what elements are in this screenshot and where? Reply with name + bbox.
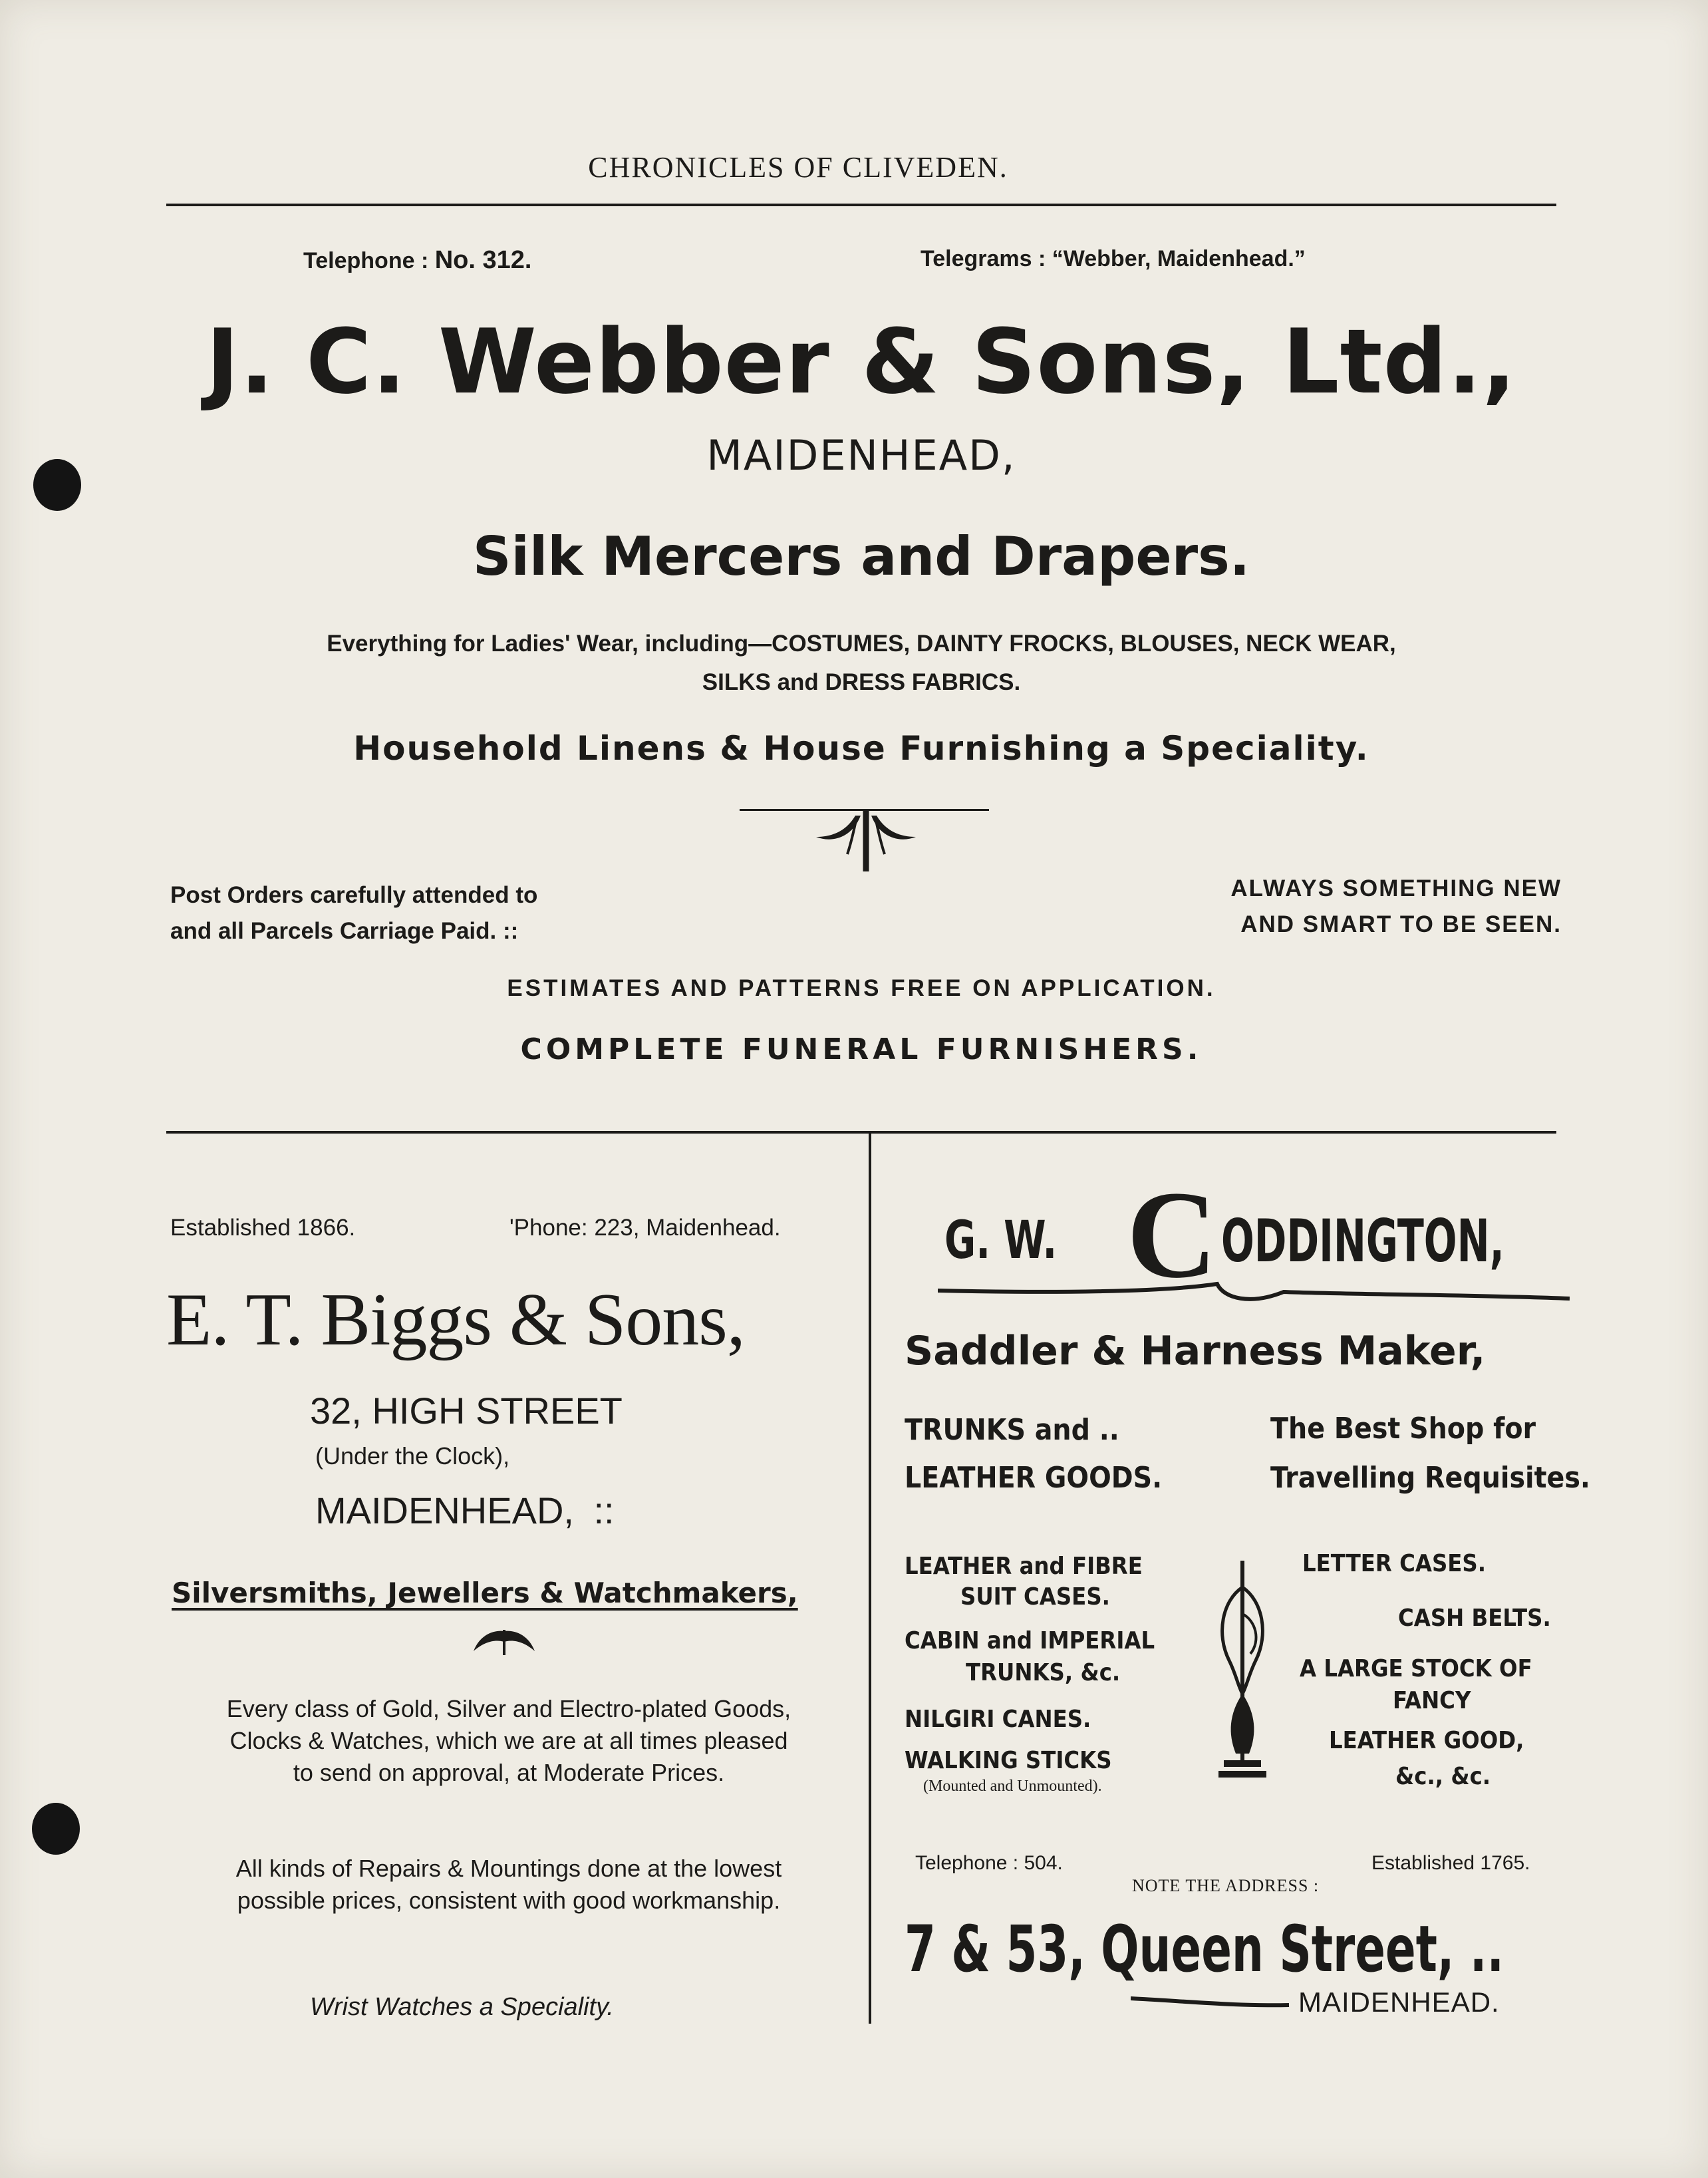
biggs-phone: 'Phone: 223, Maidenhead. (509, 1215, 781, 1241)
webber-telephone: Telephone : No. 312. (303, 246, 532, 274)
webber-post-line1: Post Orders carefully attended to (170, 882, 538, 908)
leaf-ornament-icon (471, 1627, 537, 1658)
biggs-established: Established 1866. (170, 1215, 356, 1241)
coddington-best-line1: The Best Shop for (1270, 1412, 1536, 1446)
biggs-repairs-line2: possible prices, consistent with good workmanship. (237, 1887, 781, 1914)
vase-ornament-icon (1209, 1561, 1276, 1787)
biggs-goods-line3: to send on approval, at Moderate Prices. (293, 1759, 725, 1786)
swash-underline-icon (938, 1279, 1570, 1312)
coddington-established: Established 1765. (1371, 1852, 1530, 1874)
webber-telegrams: Telegrams : “Webber, Maidenhead.” (921, 246, 1306, 271)
punch-hole-top (33, 459, 81, 511)
webber-post-line2: and all Parcels Carriage Paid. :: (170, 918, 519, 944)
biggs-company-name: E. T. Biggs & Sons, (166, 1279, 745, 1361)
coddington-large-stock-line1: A LARGE STOCK OF (1300, 1655, 1532, 1682)
coddington-note-mounted: (Mounted and Unmounted). (923, 1778, 1102, 1795)
coddington-item-walking-sticks: WALKING STICKS (905, 1747, 1112, 1774)
coddington-item-suitcases: SUIT CASES. (960, 1583, 1110, 1611)
webber-wear-line2: SILKS and DRESS FABRICS. (702, 669, 1021, 695)
webber-household: Household Linens & House Furnishing a Speciality. (353, 729, 1369, 768)
column-rule (869, 1132, 871, 2024)
coddington-town: MAIDENHEAD. (1298, 1986, 1500, 2018)
webber-wear-line1: Everything for Ladies' Wear, including—COSTUMES, DAINTY FROCKS, BLOUSES, NECK WEAR, (327, 631, 1396, 657)
address-swash-icon (1131, 1996, 1290, 2010)
coddington-trade: Saddler & Harness Maker, (905, 1328, 1486, 1374)
header-rule (166, 204, 1556, 206)
biggs-goods-line1: Every class of Gold, Silver and Electro-plated Goods, (226, 1695, 791, 1722)
biggs-street: 32, HIGH STREET (310, 1390, 623, 1432)
coddington-telephone: Telephone : 504. (915, 1852, 1063, 1874)
coddington-address: 7 & 53, Queen Street, .. (905, 1912, 1504, 1986)
coddington-big-c: C (1127, 1165, 1217, 1304)
running-header: CHRONICLES OF CLIVEDEN. (588, 151, 1008, 184)
biggs-trade: Silversmiths, Jewellers & Watchmakers, (172, 1577, 798, 1609)
coddington-best-line2: Travelling Requisites. (1270, 1461, 1590, 1495)
coddington-trunks-line2: LEATHER GOODS. (905, 1461, 1163, 1495)
coddington-item-cabin: CABIN and IMPERIAL (905, 1627, 1155, 1654)
coddington-initials: G. W. (944, 1211, 1058, 1271)
coddington-item-nilgiri: NILGIRI CANES. (905, 1706, 1091, 1733)
webber-town: MAIDENHEAD, (706, 431, 1016, 480)
webber-trade: Silk Mercers and Drapers. (472, 526, 1250, 587)
coddington-item-leather: LEATHER and FIBRE (905, 1553, 1143, 1580)
webber-funeral: COMPLETE FUNERAL FURNISHERS. (520, 1032, 1203, 1066)
fleuron-ornament-icon (813, 810, 919, 874)
biggs-wrist-watches: Wrist Watches a Speciality. (310, 1993, 614, 2021)
biggs-repairs-line1: All kinds of Repairs & Mountings done at the lowest (235, 1855, 782, 1882)
coddington-note-address: NOTE THE ADDRESS : (1132, 1876, 1320, 1895)
punch-hole-bottom (32, 1803, 80, 1855)
coddington-large-stock-line3: LEATHER GOOD, (1329, 1727, 1524, 1754)
webber-new-line2: AND SMART TO BE SEEN. (1240, 911, 1562, 937)
biggs-goods-line2: Clocks & Watches, which we are at all times pleased (229, 1727, 788, 1754)
webber-estimates: ESTIMATES AND PATTERNS FREE ON APPLICATION. (507, 975, 1216, 1001)
coddington-item-trunks: TRUNKS, &c. (966, 1659, 1121, 1686)
coddington-surname: ODDINGTON, (1221, 1207, 1504, 1275)
coddington-large-stock-line2: FANCY (1393, 1687, 1471, 1714)
section-rule (166, 1131, 1556, 1134)
coddington-large-stock-line4: &c., &c. (1395, 1763, 1491, 1790)
webber-new-line1: ALWAYS SOMETHING NEW (1230, 875, 1562, 901)
biggs-town: MAIDENHEAD, :: (315, 1489, 615, 1531)
webber-company-name: J. C. Webber & Sons, Ltd., (206, 310, 1517, 414)
coddington-letter-cases: LETTER CASES. (1302, 1550, 1487, 1577)
coddington-cash-belts: CASH BELTS. (1398, 1605, 1551, 1632)
biggs-under-clock: (Under the Clock), (315, 1442, 510, 1470)
coddington-trunks-line1: TRUNKS and .. (905, 1413, 1119, 1447)
